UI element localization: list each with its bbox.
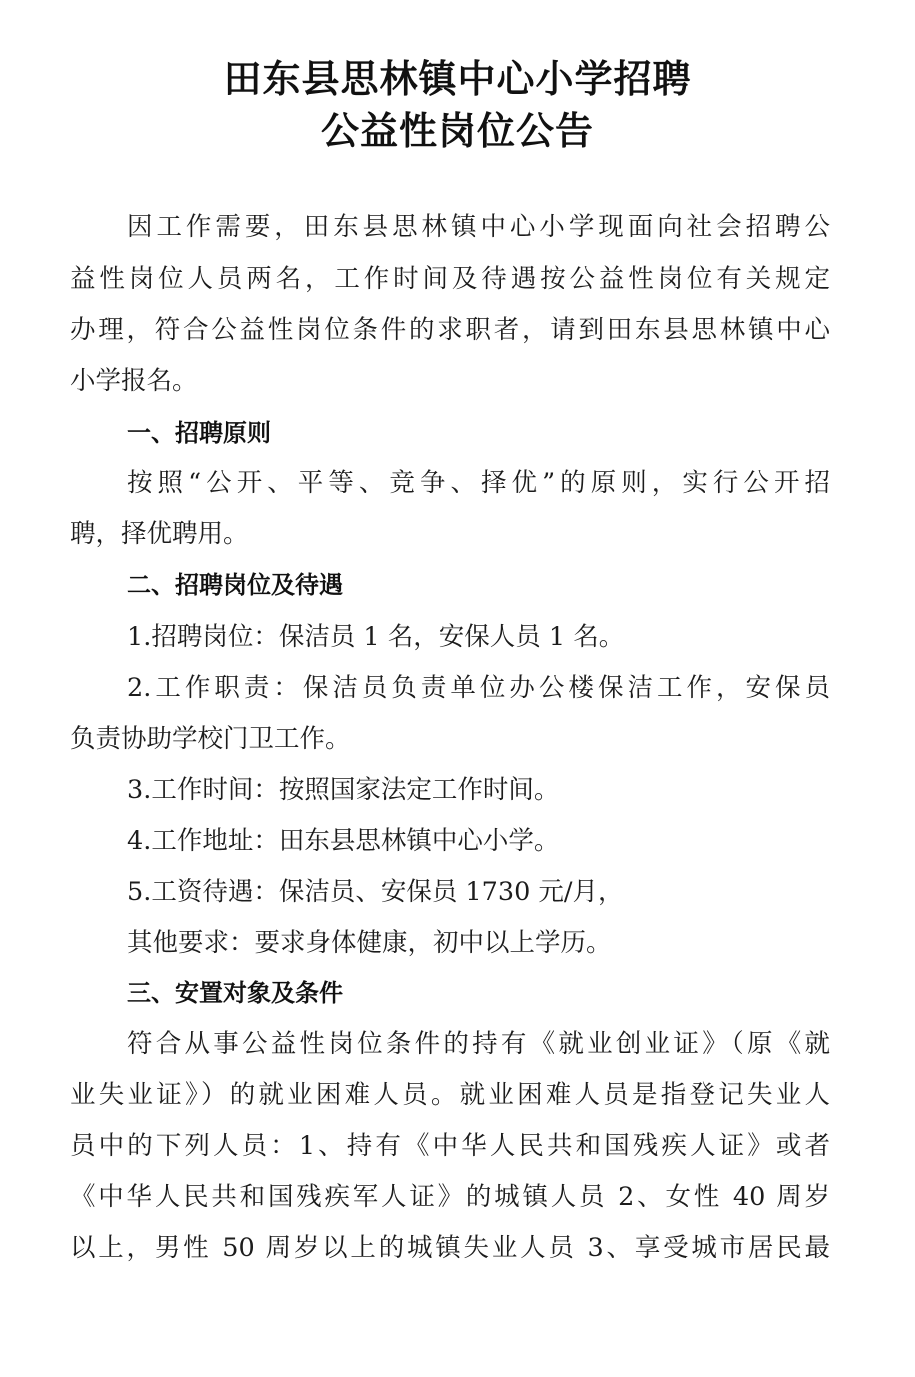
section2-item2-a: 2.工作职责：保洁员负责单位办公楼保洁工作，安保员 [127, 673, 830, 703]
section2-item2-b: 负责协助学校门卫工作。 [70, 724, 351, 754]
section2-item1: 1.招聘岗位：保洁员 1 名，安保人员 1 名。 [127, 622, 625, 652]
section3-line-5: 以上，男性 50 周岁以上的城镇失业人员 3、享受城市居民最 [70, 1233, 830, 1263]
intro-line-4: 小学报名。 [70, 366, 198, 396]
section2-other: 其他要求：要求身体健康，初中以上学历。 [127, 928, 612, 958]
section3-line-3: 员中的下列人员：1、持有《中华人民共和国残疾人证》或者 [70, 1131, 830, 1161]
intro-line-3: 办理，符合公益性岗位条件的求职者，请到田东县思林镇中心 [70, 315, 830, 345]
intro-line-1: 因工作需要，田东县思林镇中心小学现面向社会招聘公 [127, 212, 830, 242]
intro-line-2: 益性岗位人员两名，工作时间及待遇按公益性岗位有关规定 [70, 264, 830, 294]
section2-item3: 3.工作时间：按照国家法定工作时间。 [127, 775, 560, 805]
section1-line-1: 按照“公开、平等、竞争、择优”的原则，实行公开招 [127, 468, 830, 498]
section3-line-1: 符合从事公益性岗位条件的持有《就业创业证》（原《就 [127, 1029, 830, 1059]
document-title-line1: 田东县思林镇中心小学招聘 [223, 57, 692, 101]
section3-line-2: 业失业证》）的就业困难人员。就业困难人员是指登记失业人 [70, 1080, 830, 1110]
section1-heading: 一、招聘原则 [127, 419, 271, 447]
document-title-line2: 公益性岗位公告 [320, 109, 594, 153]
section1-line-2: 聘，择优聘用。 [70, 519, 249, 549]
section2-item5: 5.工资待遇：保洁员、安保员 1730 元/月， [127, 877, 624, 907]
section2-heading: 二、招聘岗位及待遇 [127, 571, 343, 599]
section2-item4: 4.工作地址：田东县思林镇中心小学。 [127, 826, 560, 856]
section3-line-4: 《中华人民共和国残疾军人证》的城镇人员 2、女性 40 周岁 [70, 1182, 830, 1212]
section3-heading: 三、安置对象及条件 [127, 979, 343, 1007]
